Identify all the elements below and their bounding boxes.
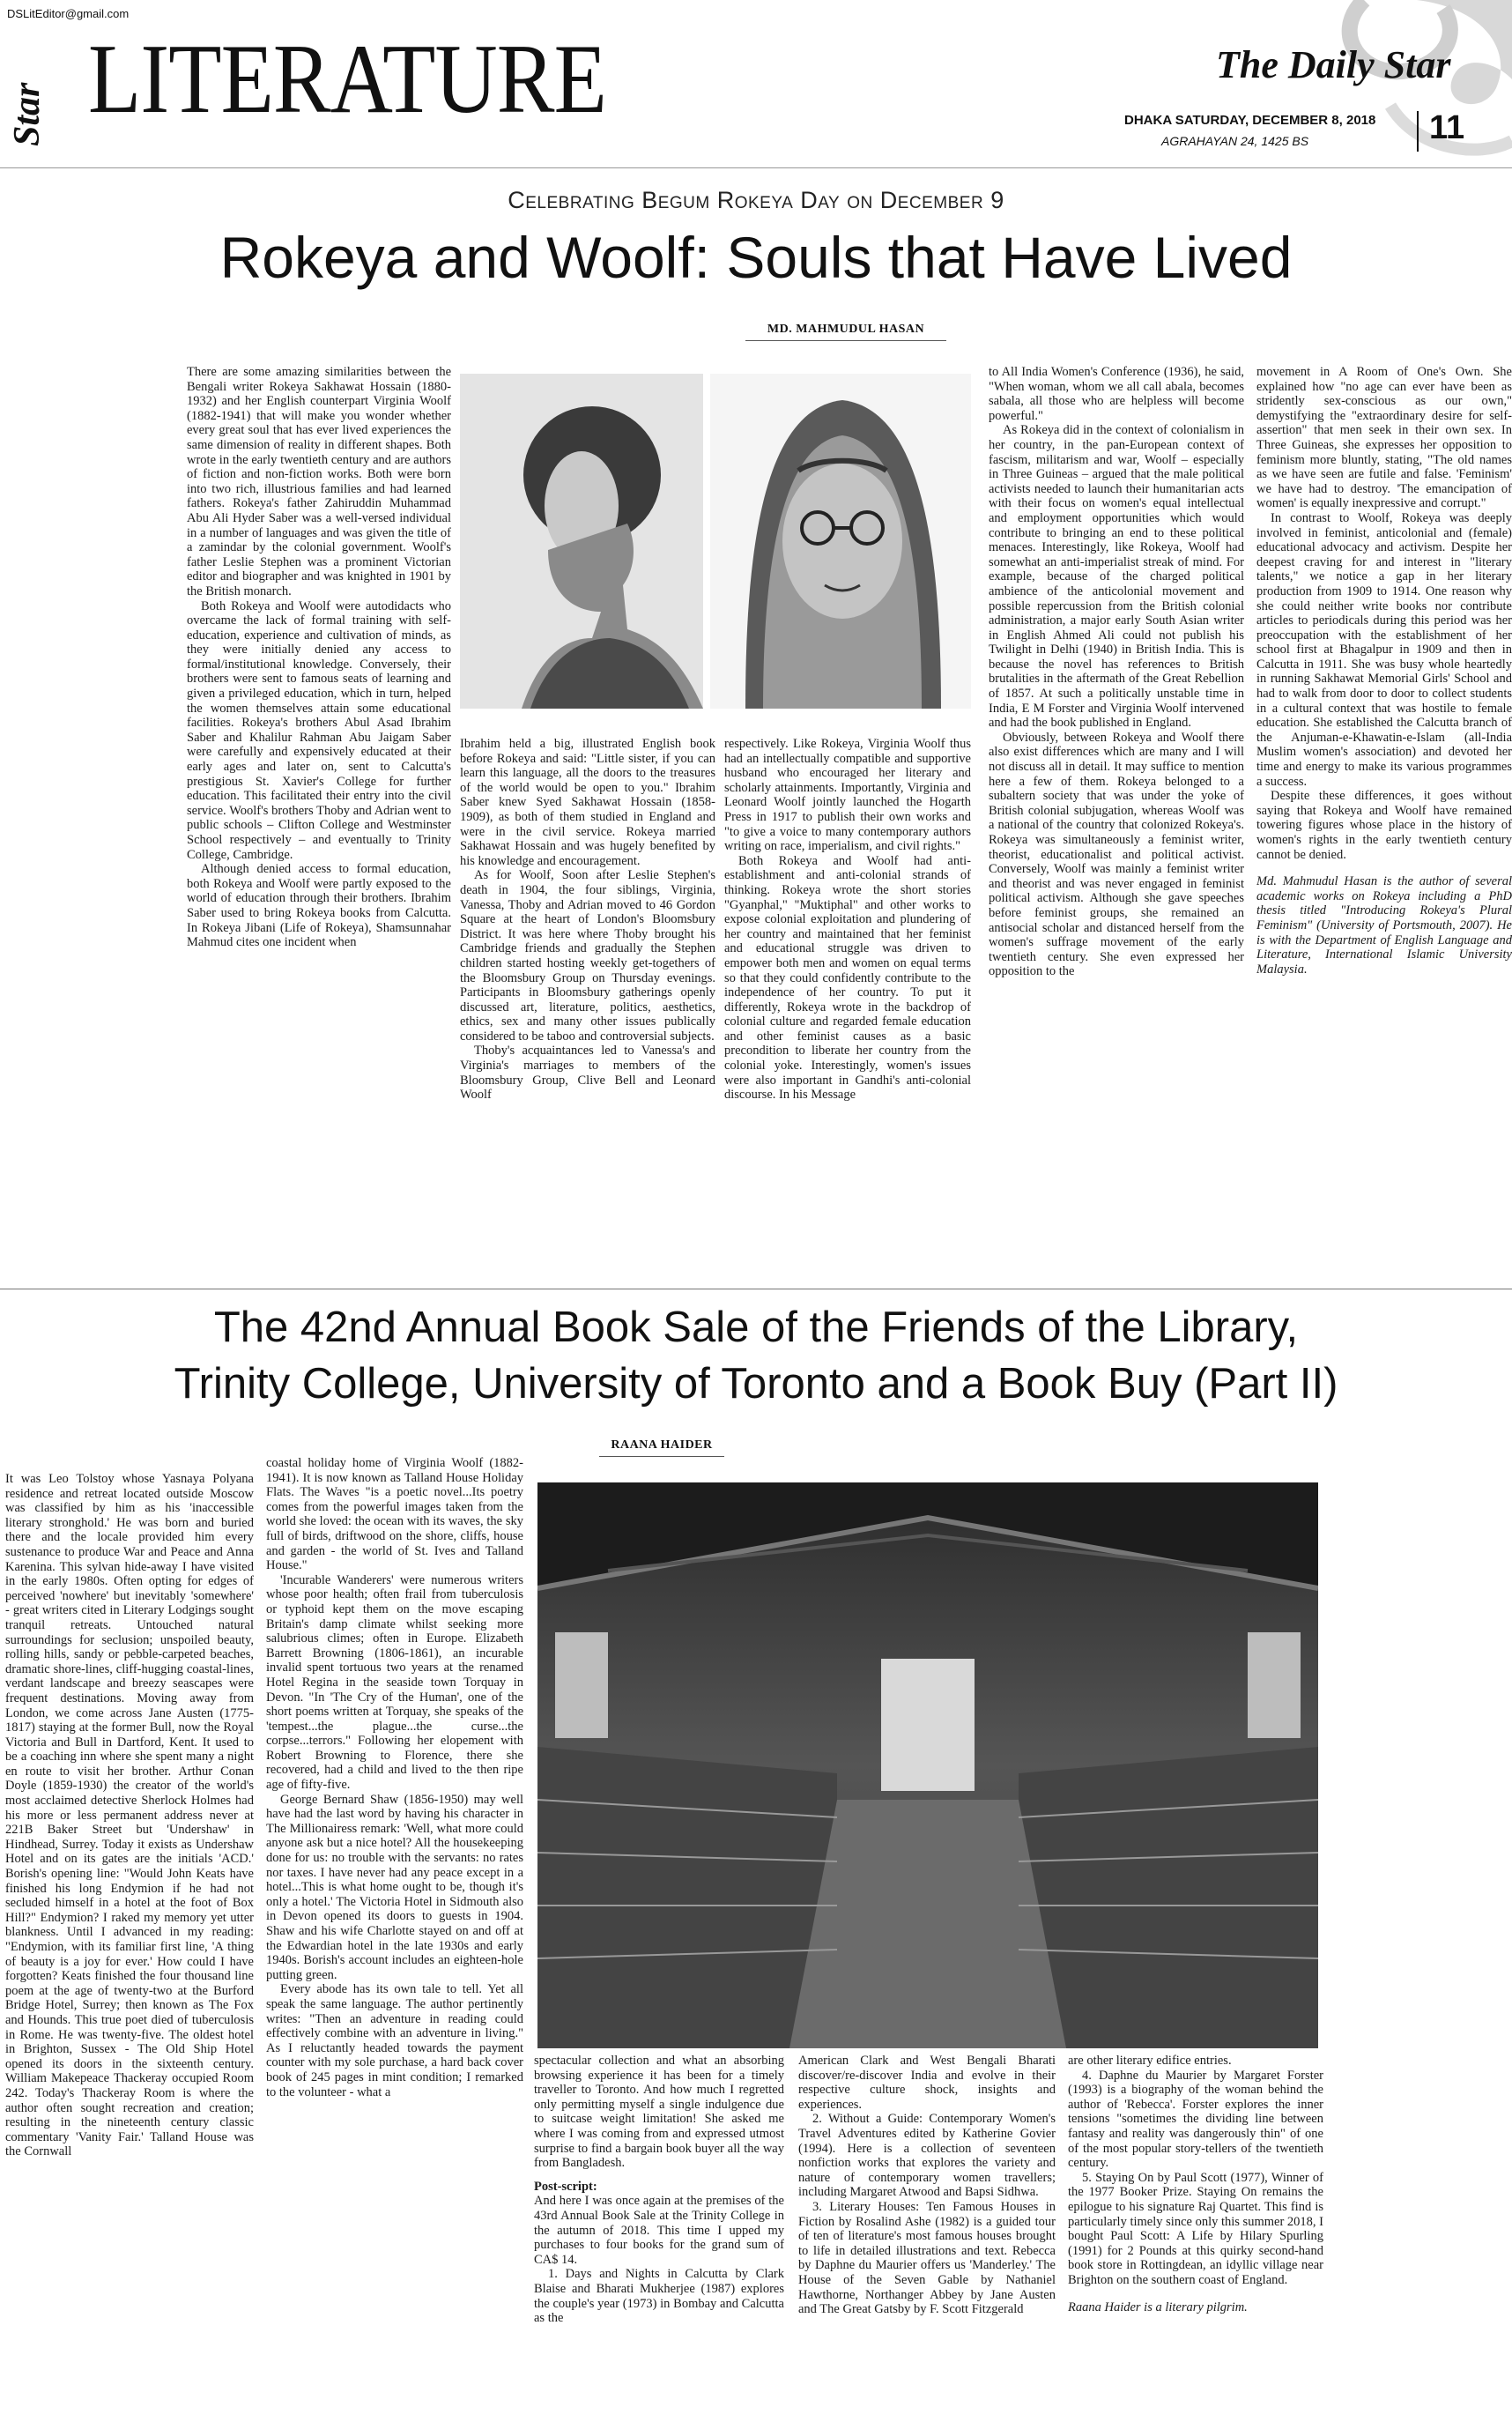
date-divider	[1417, 111, 1419, 152]
article2-column-4	[798, 2054, 1056, 2317]
paragraph: American Clark and West Bengali Bharati discover/re-discover India and evolve in their respective culture shock, insights and experiences.	[798, 2054, 1056, 2112]
paragraph: 1. Days and Nights in Calcutta by Clark Blaise and Bharati Mukherjee (1987) explores the couple's year (1973) in Bombay and Calcutta as the	[534, 2267, 784, 2326]
paragraph: Both Rokeya and Woolf were autodidacts who overcame the lack of formal training with self-education, experience and cultivation of minds, as they were initially denied any access to formal/institutional knowledge. Conversely, their brothers were sent to famous seats of learning and given a privileged education, which in turn, helped the women themselves attain some educational facilities. Rokeya's brothers Abul Asad Ibrahim Saber and Khalilur Rahman Abu Jaigam Saber were carefully and expensively educated at their early ages and later on, sent to Calcutta's prestigious St. Xavier's College for further education. This facilitated their entry into the civil service. Woolf's brothers Thoby and Adrian went to public schools – Clifton College and Westminster School respectively – and eventually to Trinity College, Cambridge.	[187, 598, 451, 862]
article2-column-1	[5, 1472, 254, 2159]
paragraph: Every abode has its own tale to tell. Yet all speak the same language. The author pertinently writes: "Then an adventure in reading could effectively combine with an adventure in living." As I reluctantly headed towards the payment counter with my sole purchase, a hard back cover book of 245 pages in mint condition; I remarked to the volunteer - what a	[266, 1982, 523, 2099]
author-bio: Raana Haider is a literary pilgrim.	[1068, 2299, 1248, 2314]
bengali-date: AGRAHAYAN 24, 1425 BS	[1161, 134, 1309, 148]
paragraph: 5. Staying On by Paul Scott (1977), Winner of the 1977 Booker Prize. Staying On remains the epilogue to his signature Raj Quartet. This find is particularly timely since only this summer 2018, I bought Paul Scott: A Life by Hilary Spurling (1991) for 2 Pounds at this quirky second-hand book store in Rottingdean, an idyllic village near Brighton on the southern coast of England.	[1068, 2170, 1323, 2287]
paragraph: are other literary edifice entries.	[1068, 2054, 1232, 2068]
editor-email: DSLitEditor@gmail.com	[7, 7, 130, 20]
article2-column-5	[1068, 2054, 1323, 2314]
paragraph: Thoby's acquaintances led to Vanessa's and Virginia's marriages to members of the Bloomsbury Group, Clive Bell and Leonard Woolf	[460, 1044, 715, 1103]
article1-column-2	[460, 737, 715, 1103]
header-rule	[0, 167, 1512, 168]
newspaper-name: The Daily Star	[1216, 43, 1451, 86]
article1-column-4	[989, 365, 1244, 979]
paragraph: Despite these differences, it goes without saying that Rokeya and Woolf have remained towering figures whose place in the history of women's rights in the early twentieth century cannot be denied.	[1256, 789, 1512, 862]
decorative-swirl-icon	[1311, 0, 1512, 185]
star-section-logo	[4, 32, 48, 155]
paragraph: coastal holiday home of Virginia Woolf (1882-1941). It is now known as Talland House Holiday Flats. The Waves "is a poetic novel...Its poetry comes from the powerful images taken from the world she loved: the ocean with its waves, the sky full of birds, driftwood on the shore, cliffs, house and garden - the world of St. Ives and Talland House."	[266, 1456, 523, 1573]
paragraph: spectacular collection and what an absorbing browsing experience it has been for a timely traveller to Toronto. And how much I regretted only permitting myself a single indulgence due to suitcase weight limitation! She asked me where I was coming from and expressed utmost surprise to find a bargain book buyer all the way from Bangladesh.	[534, 2054, 784, 2171]
paragraph: As Rokeya did in the context of colonialism in her country, in the pan-European context of fascism, militarism and war, Woolf – especially in Three Guineas – argued that the male political activists needed to launch their humanitarian acts with their focus on women's equal intellectual and employment opportunities which would contribute to bringing an end to these political menaces. Interestingly, like Rokeya, Woolf had somewhat an anti-imperialist streak of mind. For example, because of the charged political ambience of the anticolonial movement and possible repercussion from the British colonial administration, a major early South Asian writer in English Ahmed Ali could not publish his Twilight in Delhi (1940) in British India. This is because the novel has references to British brutalities in the aftermath of the Great Rebellion of 1857. At such a politically unstable time in India, E M Forster and Virginia Woolf intervened and had the book published in England.	[989, 423, 1244, 731]
paragraph: George Bernard Shaw (1856-1950) may well have had the last word by having his character in The Millionairess remark: 'Well, what more could anyone ask but a nice hotel? All the housekeeping done for us: no trouble with the servants: no rates nor taxes. I have never had any peace except in a hotel...This is what home ought to be, though it's only a hotel.' The Victoria Hotel in Sidmouth also in Devon opened its doors to guests in 1904. Shaw and his wife Charlotte stayed on and off at the Edwardian hotel in the late 1930s and early 1940s. Borish's account includes an eighteen-hole putting green.	[266, 1792, 523, 1982]
dateline: DHAKA SATURDAY, DECEMBER 8, 2018	[1124, 113, 1376, 128]
article1-column-3	[724, 737, 971, 1103]
paragraph: Both Rokeya and Woolf had anti-establishment and anti-colonial strands of thinking. Rokeya wrote the short stories "Gyanphal," "Muktiphal" and other works to expose colonial exploitation and plundering of her country and maintained that her feminist and educational struggle was driven to empower both men and women on equal terms so that they could confidently contribute to the independence of her country. To put it differently, Rokeya wrote in the backdrop of colonial culture and regarded female education and other feminist causes as a basic precondition to liberate her country from the colonial yoke. Interestingly, women's issues were also important in Gandhi's anti-colonial discourse. In his Message	[724, 853, 971, 1103]
begum-rokeya-portrait	[710, 374, 971, 709]
paragraph: Ibrahim held a big, illustrated English book before Rokeya and said: "Little sister, if you can learn this language, all the doors to the treasures of the world would be open to you." Ibrahim Saber knew Syed Sakhawat Hossain (1858-1909), as both of them studied in England and were in the civil service. Rokeya married Sakhawat Hossain and was hugely benefited by his knowledge and encouragement.	[460, 737, 715, 868]
paragraph: There are some amazing similarities between the Bengali writer Rokeya Sakhawat Hossain (1880-1932) and her English counterpart Virginia Woolf (1882-1941) that will make you wonder whether every great soul that has ever lived experiences the same dimension of reality in different shapes. Both wrote in the early twentieth century and are authors of fiction and non-fiction works. Both were born into two rich, illustrious families and had learned fathers. Rokeya's father Zahiruddin Muhammad Abu Ali Hyder Saber was a well-versed individual in a number of languages and was given the title of a zamindar by the colonial government. Woolf's father Leslie Stephen was a prominent Victorian editor and biographer and was knighted in 1901 by the British monarch.	[187, 365, 451, 598]
paragraph: As for Woolf, Soon after Leslie Stephen's death in 1904, the four siblings, Virginia, Vanessa, Thoby and Adrian moved to 46 Gordon Square at the heart of London's Bloomsbury District. It was here where Thoby brought his Cambridge friends and gradually the Stephen children started hosting weekly get-togethers of the Bloomsbury Group on Thursday evenings. Participants in Bloomsbury gatherings openly discussed art, literature, politics, aesthetics, ethics, sex and many other issues publically considered to be taboo and controversial subjects.	[460, 868, 715, 1044]
virginia-woolf-photo	[460, 374, 703, 709]
page-number: 11	[1429, 109, 1465, 146]
paragraph: respectively. Like Rokeya, Virginia Woolf thus had an intellectually compatible and supportive husband who encouraged her literary and scholarly attainments. Importantly, Virginia and Leonard Woolf jointly launched the Hogarth Press in 1917 to publish their own works and "to give a voice to many contemporary authors writing on race, imperialism, and civil rights."	[724, 737, 971, 854]
article2-title	[0, 1299, 1512, 1412]
section-title: LITERATURE	[88, 25, 606, 134]
article2-title-line-1: The 42nd Annual Book Sale of the Friends of the Library,	[213, 1304, 1299, 1351]
paragraph: 4. Daphne du Maurier by Margaret Forster (1993) is a biography of the woman behind the author of 'Rebecca'. Forster explores the inner tensions "sometimes the dividing line between fantasy and reality was dangerously thin" of one of the most popular story-tellers of the twentieth century.	[1068, 2068, 1323, 2171]
paragraph: 2. Without a Guide: Contemporary Women's Travel Adventures edited by Katherine Govier (1994). Here is a collection of seventeen nonfiction works that explores the variety and nature of contemporary women travellers; including Margaret Atwood and Bapsi Sidhwa.	[798, 2112, 1056, 2200]
paragraph: In contrast to Woolf, Rokeya was deeply involved in feminist, anticolonial and (female) educational advocacy and activism. Despite her deepest craving for and interest in "literary talents," we notice a gap in her literary production from 1909 to 1914. One reason why she could neither write books nor contribute articles to periodicals during this period was her preoccupation with the establishment of her school first at Bhagalpur in 1909 and then in Calcutta in 1911. She was busy whole heartedly in running Sakhawat Memorial Girls' School and had to walk from door to door to collect students in a cultural context that was hostile to female education. She established the Calcutta branch of the Anjuman-e-Khawatin-e-Islam (all-India Muslim women's association) and devoted her time and energy to make its various programmes a success.	[1256, 510, 1512, 789]
article2-column-3	[534, 2054, 784, 2326]
article1-column-5	[1256, 365, 1512, 977]
author-bio: Md. Mahmudul Hasan is the author of several academic works on Rokeya including a PhD thesis titled "Introducing Rokeya's Plural Feminism" (University of Portsmouth, 2007). He is with the Department of English Language and Literature, International Islamic University Malaysia.	[1256, 874, 1512, 977]
article1-kicker: Celebrating Begum Rokeya Day on December 9	[508, 187, 1004, 213]
article1-byline: MD. MAHMUDUL HASAN	[745, 323, 946, 341]
postscript-heading: Post-script:	[534, 2179, 597, 2194]
article1-column-1	[187, 365, 451, 950]
library-book-sale-photo	[537, 1482, 1318, 2048]
paragraph: And here I was once again at the premises of the 43rd Annual Book Sale at the Trinity College in the autumn of 2018. This time I upped my purchases to four books for the grand sum of CA$ 14.	[534, 2194, 784, 2267]
article1-title: Rokeya and Woolf: Souls that Have Lived	[219, 225, 1293, 290]
paragraph: 3. Literary Houses: Ten Famous Houses in Fiction by Rosalind Ashe (1982) is a guided tour of ten of literature's most famous houses brought to life in detailed illustrations and text. Rebecca by Daphne du Maurier offers us 'Manderley.' The House of the Seven Gable by Nathaniel Hawthorne, Northanger Abbey by Jane Austen and The Great Gatsby by F. Scott Fitzgerald	[798, 2199, 1056, 2317]
svg-text:Star: Star	[7, 82, 48, 146]
paragraph: 'Incurable Wanderers' were numerous writers whose poor health; often frail from tuberculosis or typhoid kept them on the move escaping Britain's damp climate whilst seeking more salubrious climes; often in Europe. Elizabeth Barrett Browning (1806-1861), an incurable invalid spent tortuous two years at the renamed Hotel Regina in the seaside town Torquay in Devon. "In 'The Cry of the Human', one of the short poems written at Torquay, she speaks of the 'tempest...the plague...the curse...the corpse...terrors." Following her elopement with Robert Browning to Florence, there she recovered, had a child and lived to the then ripe age of fifty-five.	[266, 1572, 523, 1793]
article2-byline: RAANA HAIDER	[599, 1438, 724, 1457]
paragraph: Obviously, between Rokeya and Woolf there also exist differences which are many and I will not discuss all in detail. It may suffice to mention here a few of them. Rokeya belonged to a subaltern society that was under the yoke of British colonial subjugation, whereas Woolf was a national of the country that colonized Rokeya's. Rokeya was simultaneously a feminist writer, theorist, educationalist and political activist. Conversely, Woolf was mainly a feminist writer and theorist and was never engaged in feminist political activism. Although she gave speeches before feminist groups, she remained an antisocial scholar and distanced herself from the women's suffrage movement of the early twentieth century. She even expressed her opposition to the	[989, 730, 1244, 979]
paragraph: movement in A Room of One's Own. She explained how "no age can ever have been as stridently sex-conscious as our own," demystifying the "extraordinary desire for self-assertion" that men seek in their own sex. In Three Guineas, she expresses her opposition to feminism more bluntly, stating, "The old names as we have seen are futile and false. 'Feminism' we have had to destroy. 'The emancipation of women' is equally inexpressive and corrupt."	[1256, 365, 1512, 511]
article2-title-line-2: Trinity College, University of Toronto and a Book Buy (Part II)	[174, 1360, 1338, 1408]
paragraph: It was Leo Tolstoy whose Yasnaya Polyana residence and retreat located outside Moscow was classified by him as his 'inaccessible literary stronghold.' He was born and buried there and the locale provided him every sustenance to produce War and Peace and Anna Karenina. This sylvan hide-away I have visited in the early 1980s. Often opting for edges of perceived 'nowhere' but inevitably 'somewhere' - great writers cited in Literary Lodgings sought tranquil retreats. Untouched natural surroundings for seclusion; unspoiled beauty, rolling hills, sandy or pebble-carpeted beaches, dramatic shore-lines, cliff-hugging coastal-lines, verdant landscape and breezy seascapes were frequent destinations. Moving away from London, we come across Jane Austen (1775-1817) staying at the former Bull, now the Royal Victoria and Bull in Dartford, Kent. It used to be a coaching inn where she spent many a night en route to visit her brother. Arthur Conan Doyle (1859-1930) the creator of the world's most acclaimed detective Sherlock Holmes had his more or less permanent address never at 221B Baker Street but 'Undershaw' in Hindhead, Surrey. Today it exists as Undershaw Hotel and on its gates are the initials 'ACD.' Borish's opening line: "Would John Keats have finished his long Endymion if he had not secluded himself in a hotel at the foot of Box Hill?" Endymion? I raked my memory yet utter blankness. Until I advanced in my reading: "Endymion, with its familiar first line, 'A thing of beauty is a joy for ever.' How could I have forgotten? Keats finished the four thousand line poem at the age of twenty-two at the Burford Bridge Hotel, Surrey; then known as The Fox and Hounds. This true poet died of tuberculosis in Rome. He was twenty-five. The oldest hotel in Brighton, Sussex - The Old Ship Hotel opened its doors in the sixteenth century. William Makepeace Thackeray occupied Room 242. Today's Thackeray Room is where the author often sought recreation and creation; resulting in the nineteenth century classic commentary 'Vanity Fair.' Talland House was the Cornwall	[5, 1472, 254, 2159]
paragraph: Although denied access to formal education, both Rokeya and Woolf were partly exposed to the world of education through their brothers. Ibrahim Saber used to bring Rokeya books from Calcutta. In Rokeya Jibani (Life of Rokeya), Shamsunnahar Mahmud cites one incident when	[187, 862, 451, 950]
article2-column-2	[266, 1456, 523, 2099]
paragraph: to All India Women's Conference (1936), he said, "When woman, whom we all call abala, becomes sabala, all those who are helpless will become powerful."	[989, 365, 1244, 423]
